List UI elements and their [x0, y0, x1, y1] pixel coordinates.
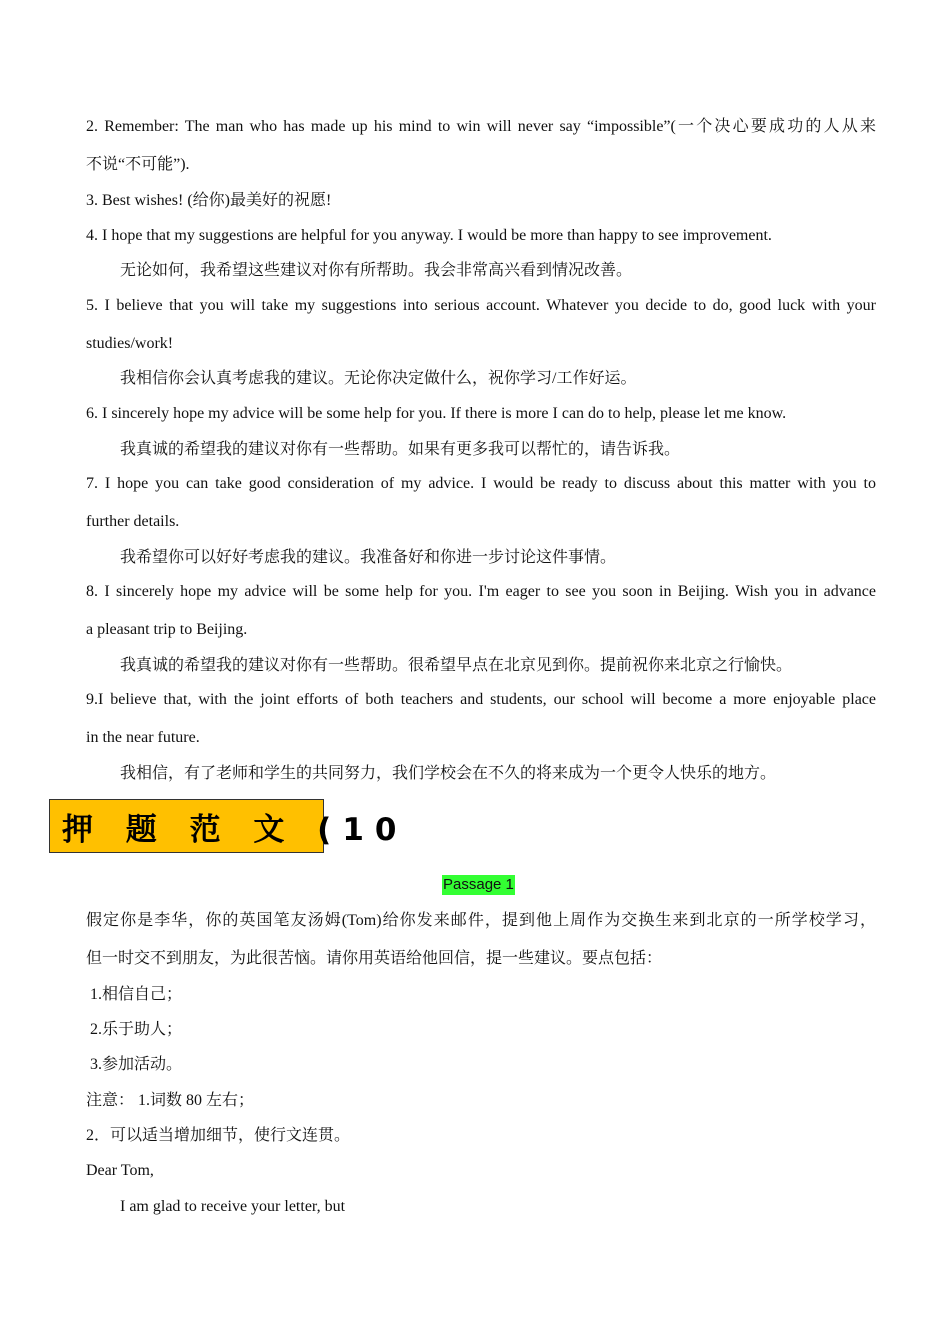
tip-5-line-2: studies/work! [86, 335, 174, 352]
tip-9-line-1: 9.I believe that, with the joint efforts of both teachers and students, our school will become a more enjoyable place [86, 691, 876, 708]
tip-3-line-1: 3. Best wishes! (给你)最美好的祝愿! [86, 192, 332, 209]
tip-4-translation: 无论如何，我希望这些建议对你有所帮助。我会非常高兴看到情况改善。 [120, 262, 633, 279]
tip-6-line-1: 6. I sincerely hope my advice will be some help for you. If there is more I can do to help, please let me know. [86, 405, 787, 422]
tip-8-line-2: a pleasant trip to Beijing. [86, 621, 248, 638]
tip-2-line-2: 不说“不可能”). [86, 156, 190, 173]
tip-7-line-2: further details. [86, 513, 180, 530]
passage-point-3: 3.参加活动。 [90, 1056, 183, 1073]
tip-5-line-1: 5. I believe that you will take my suggestions into serious account. Whatever you decide to do, good luck with your [86, 297, 876, 314]
tip-8-line-1: 8. I sincerely hope my advice will be some help for you. I'm eager to see you soon in Beijing. Wish you in advance [86, 583, 876, 600]
passage-point-2: 2.乐于助人； [90, 1021, 183, 1038]
passage-prompt-line-1: 假定你是李华，你的英国笔友汤姆(Tom)给你发来邮件，提到他上周作为交换生来到北京的一所学校学习， [86, 912, 876, 929]
letter-greeting: Dear Tom, [86, 1162, 154, 1179]
tip-7-line-1: 7. I hope you can take good consideration of my advice. I would be ready to discuss about this matter with you to [86, 475, 876, 492]
passage-note-1: 注意： 1.词数 80 左右； [86, 1092, 255, 1109]
tip-7-translation: 我希望你可以好好考虑我的建议。我准备好和你进一步讨论这件事情。 [120, 549, 617, 566]
tip-8-translation: 我真诚的希望我的建议对你有一些帮助。很希望早点在北京见到你。提前祝你来北京之行愉快。 [120, 657, 793, 674]
letter-opening: I am glad to receive your letter, but [120, 1198, 346, 1215]
section-banner-heading: 押 题 范 文 (10 [49, 799, 324, 853]
tip-2-line-1: 2. Remember: The man who has made up his mind to win will never say “impossible”(一个决心要成功的人从来 [86, 118, 876, 135]
passage-note-2: 2．可以适当增加细节，使行文连贯。 [86, 1127, 351, 1144]
tip-4-line-1: 4. I hope that my suggestions are helpful for you anyway. I would be more than happy to see improvement. [86, 227, 772, 244]
passage-prompt-line-2: 但一时交不到朋友，为此很苦恼。请你用英语给他回信，提一些建议。要点包括： [86, 950, 663, 967]
passage-label: Passage 1 [443, 876, 514, 893]
tip-9-translation: 我相信，有了老师和学生的共同努力，我们学校会在不久的将来成为一个更令人快乐的地方。 [120, 765, 777, 782]
passage-point-1: 1.相信自己； [90, 986, 183, 1003]
tip-6-translation: 我真诚的希望我的建议对你有一些帮助。如果有更多我可以帮忙的，请告诉我。 [120, 441, 681, 458]
tip-5-translation: 我相信你会认真考虑我的建议。无论你决定做什么，祝你学习/工作好运。 [120, 370, 637, 387]
tip-9-line-2: in the near future. [86, 729, 200, 746]
